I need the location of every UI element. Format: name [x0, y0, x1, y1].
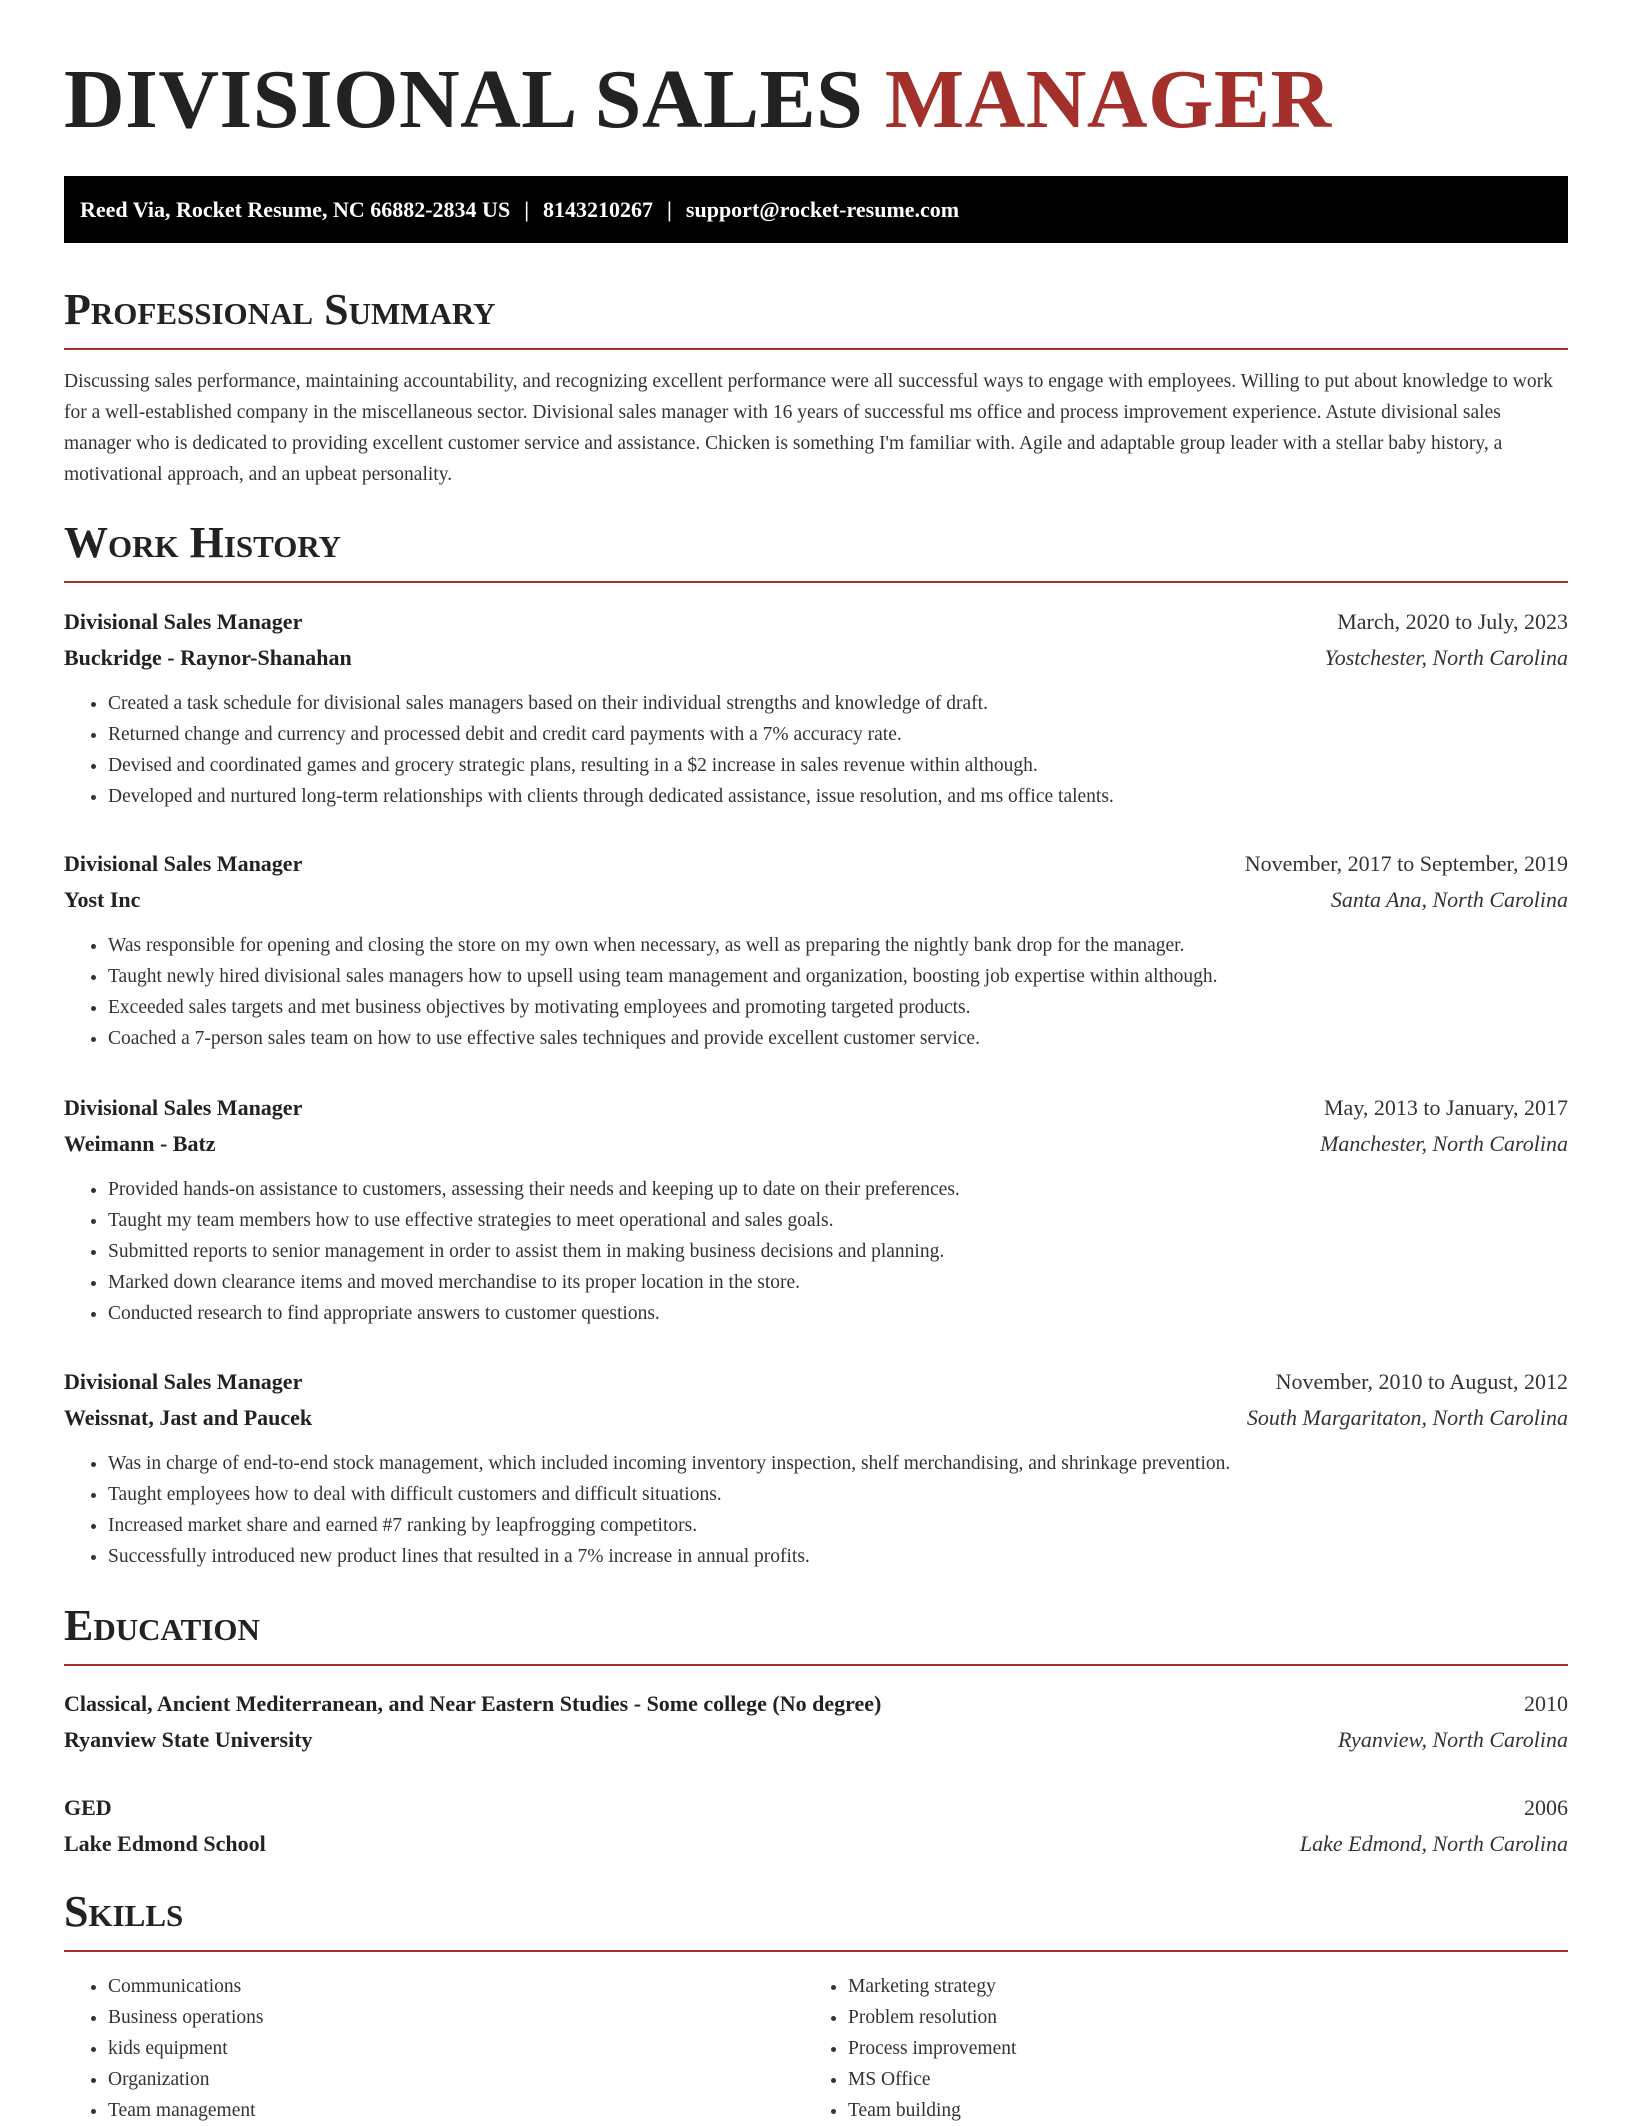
skills-list	[64, 1971, 1568, 2126]
resume-title	[64, 0, 1568, 162]
job-bullet: • Exceeded sales targets and met business objectives by motivating employees and promoting targeted products.	[108, 992, 1568, 1023]
job-entry	[64, 1364, 1568, 1572]
section-heading-skills: Skills	[64, 1890, 1568, 1952]
job-bullets	[64, 1448, 1568, 1572]
job-company: Buckridge - Raynor-Shanahan	[64, 645, 352, 670]
skill-item: • Organization	[108, 2064, 804, 2095]
skill-item: • Process improvement	[848, 2033, 1544, 2064]
skill-item: • Team management	[108, 2095, 804, 2126]
skill-item: • Marketing strategy	[848, 1971, 1544, 2002]
job-bullet: • Conducted research to find appropriate answers to customer questions.	[108, 1298, 1568, 1329]
job-header-row	[64, 846, 1568, 882]
education-header-row	[64, 1686, 1568, 1722]
education-header-row	[64, 1790, 1568, 1826]
education-degree: Classical, Ancient Mediterranean, and Near Eastern Studies - Some college (No degree)	[64, 1691, 882, 1716]
job-bullets	[64, 688, 1568, 812]
contact-separator: |	[667, 197, 672, 222]
skill-item: • MS Office	[848, 2064, 1544, 2095]
job-bullet: • Provided hands-on assistance to customers, assessing their needs and keeping up to date on their preferences.	[108, 1174, 1568, 1205]
section-heading-work-history: Work History	[64, 521, 1568, 583]
skill-item: • Communications	[108, 1971, 804, 2002]
job-header-row	[64, 604, 1568, 640]
job-dates: November, 2010 to August, 2012	[1275, 1369, 1568, 1394]
contact-separator: |	[524, 197, 530, 222]
job-location: Santa Ana, North Carolina	[1330, 887, 1568, 912]
job-bullet: • Increased market share and earned #7 ranking by leapfrogging competitors.	[108, 1510, 1568, 1541]
title-accent: MANAGER	[884, 53, 1332, 146]
job-location: Manchester, North Carolina	[1320, 1131, 1568, 1156]
job-entry	[64, 846, 1568, 1054]
skills-column-right	[804, 1971, 1544, 2126]
job-bullet: • Submitted reports to senior management in order to assist them in making business decisions and planning.	[108, 1236, 1568, 1267]
job-bullet: • Taught newly hired divisional sales managers how to upsell using team management and organization, boosting job expertise within although.	[108, 961, 1568, 992]
contact-email: support@rocket-resume.com	[685, 197, 960, 222]
job-title: Divisional Sales Manager	[64, 851, 303, 876]
job-location: South Margaritaton, North Carolina	[1246, 1405, 1568, 1430]
skill-item: • Team building	[848, 2095, 1544, 2126]
job-entry	[64, 1090, 1568, 1329]
education-year: 2010	[1524, 1691, 1568, 1716]
job-bullet: • Taught my team members how to use effective strategies to meet operational and sales goals.	[108, 1205, 1568, 1236]
education-location: Lake Edmond, North Carolina	[1299, 1831, 1568, 1856]
job-bullet: • Successfully introduced new product lines that resulted in a 7% increase in annual profits.	[108, 1541, 1568, 1572]
job-bullets	[64, 930, 1568, 1054]
education-degree: GED	[64, 1795, 112, 1820]
job-entry	[64, 604, 1568, 812]
job-bullet: • Coached a 7-person sales team on how to use effective sales techniques and provide excellent customer service.	[108, 1023, 1568, 1054]
education-year: 2006	[1524, 1795, 1568, 1820]
job-dates: November, 2017 to September, 2019	[1244, 851, 1568, 876]
job-bullet: • Returned change and currency and processed debit and credit card payments with a 7% accuracy rate.	[108, 719, 1568, 750]
contact-address: Reed Via, Rocket Resume, NC 66882-2834 US	[80, 197, 511, 222]
job-bullet: • Taught employees how to deal with difficult customers and difficult situations.	[108, 1479, 1568, 1510]
title-main: DIVISIONAL SALES	[64, 53, 864, 146]
job-header-row	[64, 1090, 1568, 1126]
skill-item: • kids equipment	[108, 2033, 804, 2064]
skill-item: • Problem resolution	[848, 2002, 1544, 2033]
job-location: Yostchester, North Carolina	[1324, 645, 1568, 670]
section-heading-summary: Professional Summary	[64, 288, 1568, 350]
resume-page	[64, 0, 1568, 2121]
job-company: Yost Inc	[64, 887, 141, 912]
job-title: Divisional Sales Manager	[64, 1095, 303, 1120]
section-heading-education: Education	[64, 1604, 1568, 1666]
job-title: Divisional Sales Manager	[64, 1369, 303, 1394]
job-company: Weimann - Batz	[64, 1131, 216, 1156]
job-company-row	[64, 640, 1568, 676]
job-header-row	[64, 1364, 1568, 1400]
education-location: Ryanview, North Carolina	[1338, 1727, 1568, 1752]
job-company-row	[64, 1400, 1568, 1436]
job-dates: May, 2013 to January, 2017	[1324, 1095, 1568, 1120]
job-bullet: • Was responsible for opening and closing the store on my own when necessary, as well as preparing the nightly bank drop for the manager.	[108, 930, 1568, 961]
job-company-row	[64, 882, 1568, 918]
contact-bar	[64, 176, 1568, 243]
job-bullet: • Marked down clearance items and moved merchandise to its proper location in the store.	[108, 1267, 1568, 1298]
job-bullets	[64, 1174, 1568, 1329]
job-title: Divisional Sales Manager	[64, 609, 303, 634]
job-bullet: • Developed and nurtured long-term relationships with clients through dedicated assistance, issue resolution, and ms office talents.	[108, 781, 1568, 812]
job-bullet: • Created a task schedule for divisional sales managers based on their individual strengths and knowledge of draft.	[108, 688, 1568, 719]
skills-column-left	[64, 1971, 804, 2126]
skill-item: • Business operations	[108, 2002, 804, 2033]
contact-phone: 8143210267	[543, 197, 654, 222]
education-school-row	[64, 1826, 1568, 1862]
education-school: Lake Edmond School	[64, 1831, 266, 1856]
education-school-row	[64, 1722, 1568, 1758]
education-entry	[64, 1790, 1568, 1862]
job-bullet: • Was in charge of end-to-end stock management, which included incoming inventory inspection, shelf merchandising, and shrinkage prevention.	[108, 1448, 1568, 1479]
summary-text: Discussing sales performance, maintaining accountability, and recognizing excellent performance were all successful ways to engage with employees. Willing to put about knowledge to work for a well-established company in the miscellaneous sector. Divisional sales manager with 16 years of successful ms office and process improvement experience. Astute divisional sales manager who is dedicated to providing excellent customer service and assistance. Chicken is something I'm familiar with. Agile and adaptable group leader with a stellar baby history, a motivational approach, and an upbeat personality.	[64, 371, 1553, 485]
job-company: Weissnat, Jast and Paucek	[64, 1405, 313, 1430]
job-bullet: • Devised and coordinated games and grocery strategic plans, resulting in a $2 increase in sales revenue within although.	[108, 750, 1568, 781]
education-school: Ryanview State University	[64, 1727, 313, 1752]
education-entry	[64, 1686, 1568, 1758]
job-company-row	[64, 1126, 1568, 1162]
job-dates: March, 2020 to July, 2023	[1337, 609, 1568, 634]
